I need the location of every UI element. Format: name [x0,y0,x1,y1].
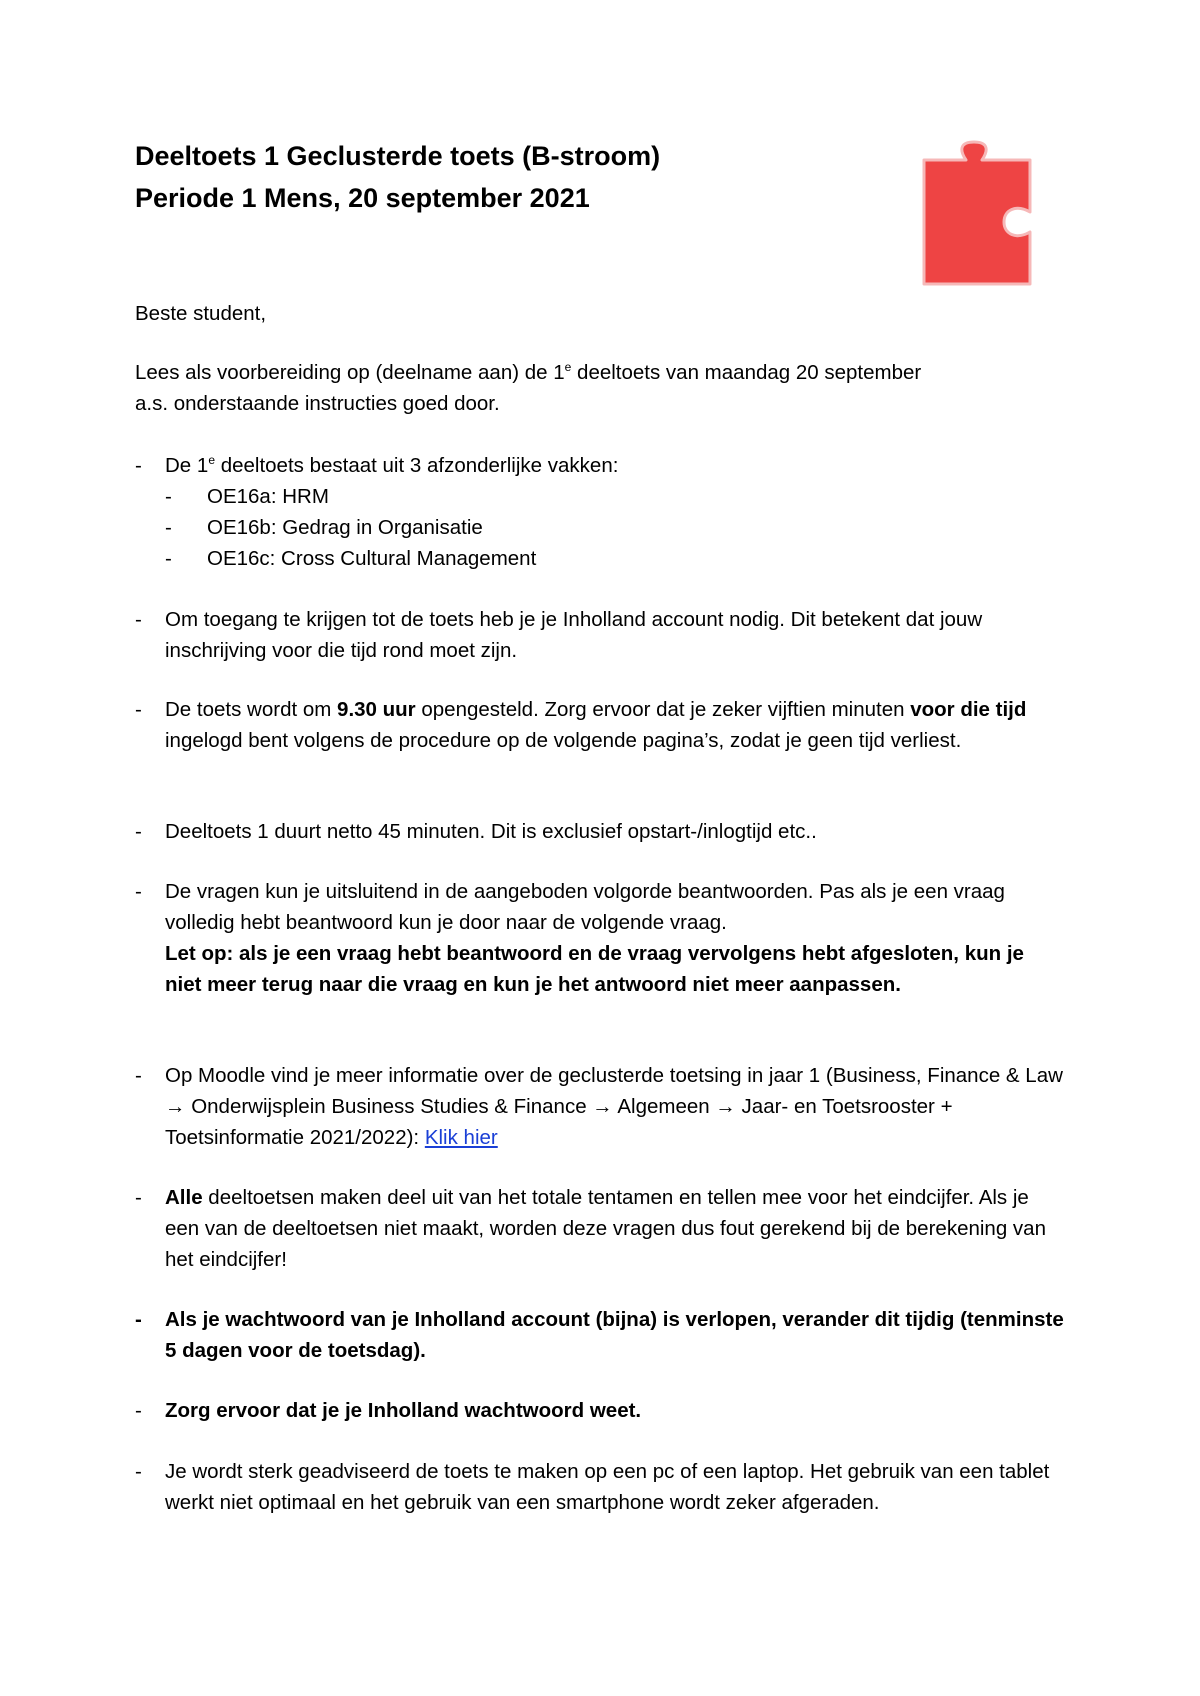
puzzle-piece-icon [918,138,1036,290]
list-dash: - [135,1399,142,1422]
sub-dash: - [165,485,172,508]
sub-item-cross-cultural: OE16c: Cross Cultural Management [207,547,537,570]
list-dash: - [135,698,142,721]
bullet-eindcijfer: Alle deeltoetsen maken deel uit van het totale tentamen en tellen mee voor het eindcijfer. Als je een van de deeltoetsen niet maakt, worden deze vragen dus fout gerekend bij de berekening van het eindcijfer! [165,1186,1046,1271]
bullet-wachtwoord-weten: Zorg ervoor dat je je Inholland wachtwoord weet. [165,1399,642,1422]
list-dash: - [135,820,142,843]
let-op-warning: Let op: als je een vraag hebt beantwoord en de vraag vervolgens hebt afgesloten, kun je niet meer terug naar die vraag en kun je het antwoord niet meer aanpassen. [165,942,1024,996]
intro-line-1: Lees als voorbereiding op (deelname aan) de 1e deeltoets van maandag 20 september [135,360,922,384]
list-dash: - [135,880,142,903]
list-dash: - [135,1460,142,1483]
greeting: Beste student, [135,302,267,325]
bullet-wachtwoord-verlopen: Als je wachtwoord van je Inholland account (bijna) is verlopen, verander dit tijdig (tenminste 5 dagen voor de toetsdag). [165,1308,1064,1362]
list-dash: - [135,1308,142,1331]
sub-dash: - [165,547,172,570]
bullet-opengesteld: De toets wordt om 9.30 uur opengesteld. Zorg ervoor dat je zeker vijftien minuten voor die tijd ingelogd bent volgens de procedure op de volgende pagina’s, zodat je geen tijd verliest. [165,698,1027,752]
title-line-1: Deeltoets 1 Geclusterde toets (B-stroom) [135,141,661,171]
title-line-2: Periode 1 Mens, 20 september 2021 [135,183,590,213]
list-dash: - [135,1064,142,1087]
list-dash: - [135,454,142,477]
bullet-duur: Deeltoets 1 duurt netto 45 minuten. Dit is exclusief opstart-/inlogtijd etc.. [165,820,817,843]
klik-hier-link[interactable]: Klik hier [424,1126,498,1149]
bullet-toegang: Om toegang te krijgen tot de toets heb je je Inholland account nodig. Dit betekent dat jouw inschrijving voor die tijd rond moet zijn. [165,608,983,662]
sub-dash: - [165,516,172,539]
sub-item-gedrag: OE16b: Gedrag in Organisatie [207,516,483,539]
intro-line-2: a.s. onderstaande instructies goed door. [135,392,500,415]
sub-item-hrm: OE16a: HRM [207,485,329,508]
bullet-apparaat: Je wordt sterk geadviseerd de toets te maken op een pc of een laptop. Het gebruik van een tablet werkt niet optimaal en het gebruik van een smartphone wordt zeker afgeraden. [165,1460,1050,1514]
bullet-volgorde: De vragen kun je uitsluitend in de aangeboden volgorde beantwoorden. Pas als je een vraag volledig hebt beantwoord kun je door naar de volgende vraag. Let op: als je een vraag hebt beantwoord en de vraag vervolgens hebt afgesloten, kun je niet meer terug naar die vraag en kun je het antwoord niet meer aanpassen. [165,876,1065,1000]
list-dash: - [135,608,142,631]
bullet-vakken: De 1e deeltoets bestaat uit 3 afzonderlijke vakken: [165,453,619,477]
puzzle-piece-shape [924,142,1030,284]
bullet-moodle: Op Moodle vind je meer informatie over de geclusterde toetsing in jaar 1 (Business, Finance & Law → Onderwijsplein Business Studies & Finance → Algemeen → Jaar- en Toetsrooster + Toetsinformatie 2021/2022): Klik hier [165,1064,1063,1149]
list-dash: - [135,1186,142,1209]
